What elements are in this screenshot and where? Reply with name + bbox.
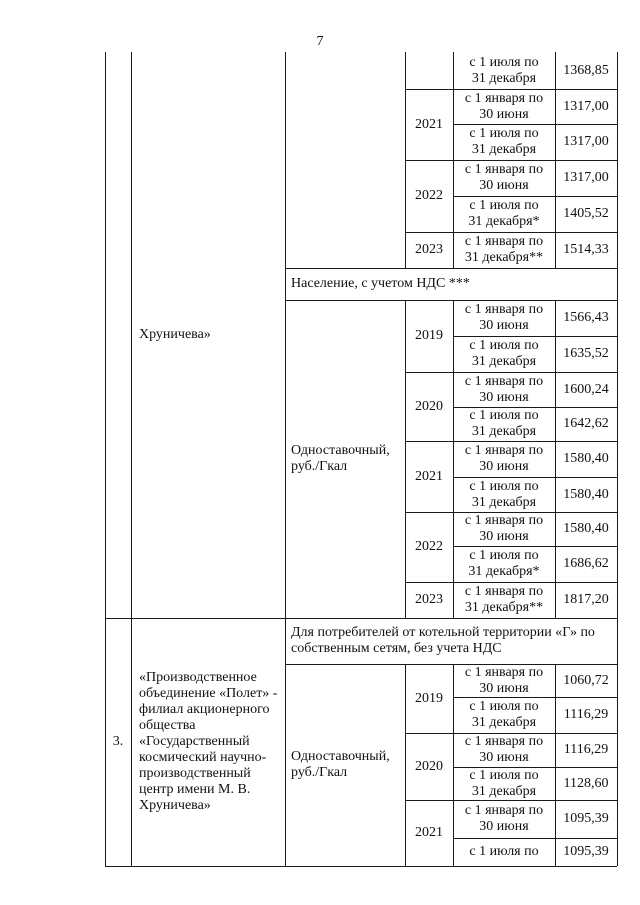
- year-cell: 2020: [415, 398, 443, 414]
- period-cell: с 1 июля по 31 декабря: [469, 126, 539, 157]
- tariff-value: 1317,00: [563, 134, 609, 149]
- table-rule: [405, 52, 406, 268]
- year-cell: 2022: [415, 188, 443, 203]
- period-cell: с 1 июля по 31 декабря*: [468, 198, 540, 229]
- page-number: 7: [316, 34, 324, 49]
- period-cell: с 1 июля по 31 декабря: [469, 338, 539, 369]
- table-border-bottom: [105, 866, 617, 867]
- tariff-value: 1405,52: [563, 206, 609, 221]
- year-cell: 2019: [415, 328, 443, 343]
- organization-name: «Производственное объединение «Полет» - филиал акционерного общества «Государственный космический научно-производственный центр имени М. В. Хруничева»: [139, 670, 278, 813]
- tariff-value: 1514,33: [563, 242, 609, 257]
- table-rule: [453, 300, 454, 618]
- tariff-value: 1116,29: [563, 742, 609, 757]
- period-cell: с 1 января по 30 июня: [464, 90, 544, 122]
- period-cell: с 1 января по 31 декабря**: [464, 234, 544, 265]
- period-cell: с 1 июля по 31 декабря: [469, 699, 539, 730]
- tariff-value: 1817,20: [563, 592, 609, 607]
- year-cell: 2022: [415, 539, 443, 554]
- tariff-value: 1580,40: [563, 486, 609, 502]
- table-rule: [555, 52, 556, 268]
- year-cell: 2021: [415, 825, 443, 840]
- section-header: Для потребителей от котельной территории «Г» по собственным сетям, без учета НДС: [291, 625, 595, 656]
- period-cell: с 1 января по 30 июня: [464, 513, 544, 544]
- tariff-value: 1368,85: [563, 62, 609, 78]
- period-cell: с 1 января по 30 июня: [464, 373, 544, 405]
- period-cell: с 1 января по 30 июня: [464, 162, 544, 193]
- year-cell: 2019: [415, 690, 443, 706]
- period-cell: с 1 июля по 31 декабря: [469, 767, 539, 799]
- row-number: 3.: [112, 734, 124, 749]
- period-cell: с 1 января по 30 июня: [464, 664, 544, 696]
- tariff-value: 1600,24: [563, 381, 609, 397]
- period-cell: с 1 июля по: [469, 844, 539, 859]
- tariff-value: 1580,40: [563, 451, 609, 466]
- tariff-value: 1095,39: [563, 811, 609, 826]
- section-header: Население, с учетом НДС ***: [291, 276, 470, 291]
- period-cell: с 1 июля по 31 декабря: [469, 408, 539, 439]
- period-cell: с 1 июля по 31 декабря*: [468, 548, 540, 579]
- year-cell: 2023: [415, 242, 443, 257]
- year-cell: 2021: [415, 116, 443, 132]
- table-rule: [555, 664, 556, 866]
- year-cell: 2023: [415, 592, 443, 607]
- tariff-value: 1317,00: [563, 170, 609, 185]
- table-rule: [453, 52, 454, 268]
- table-rule: [453, 664, 454, 866]
- tariff-value: 1566,43: [563, 310, 609, 325]
- tariff-value: 1580,40: [563, 521, 609, 536]
- period-cell: с 1 января по 30 июня: [464, 803, 544, 834]
- year-cell: 2020: [415, 758, 443, 774]
- table-rule: [405, 664, 406, 866]
- table-rule: [285, 52, 286, 866]
- tariff-value: 1642,62: [563, 416, 609, 431]
- period-cell: с 1 января по 30 июня: [464, 443, 544, 474]
- period-cell: с 1 июля по 31 декабря: [469, 54, 539, 86]
- tariff-value: 1317,00: [563, 98, 609, 114]
- table-rule: [405, 300, 406, 618]
- tariff-value: 1635,52: [563, 346, 609, 361]
- organization-name: Хруничева»: [139, 327, 211, 342]
- table-border-right: [617, 52, 618, 866]
- tariff-value: 1095,39: [563, 844, 609, 859]
- tariff-value: 1686,62: [563, 556, 609, 571]
- table-rule: [555, 300, 556, 618]
- year-cell: 2021: [415, 468, 443, 484]
- tariff-value: 1060,72: [563, 672, 609, 688]
- rate-type-label: Одноставочный, руб./Гкал: [291, 749, 390, 780]
- table-rule: [131, 52, 132, 866]
- rate-type-label: Одноставочный, руб./Гкал: [291, 443, 390, 474]
- period-cell: с 1 января по 30 июня: [464, 734, 544, 765]
- period-cell: с 1 июля по 31 декабря: [469, 478, 539, 510]
- tariff-value: 1116,29: [563, 707, 609, 722]
- period-cell: с 1 января по 31 декабря**: [464, 584, 544, 615]
- period-cell: с 1 января по 30 июня: [464, 302, 544, 333]
- tariff-value: 1128,60: [563, 775, 609, 791]
